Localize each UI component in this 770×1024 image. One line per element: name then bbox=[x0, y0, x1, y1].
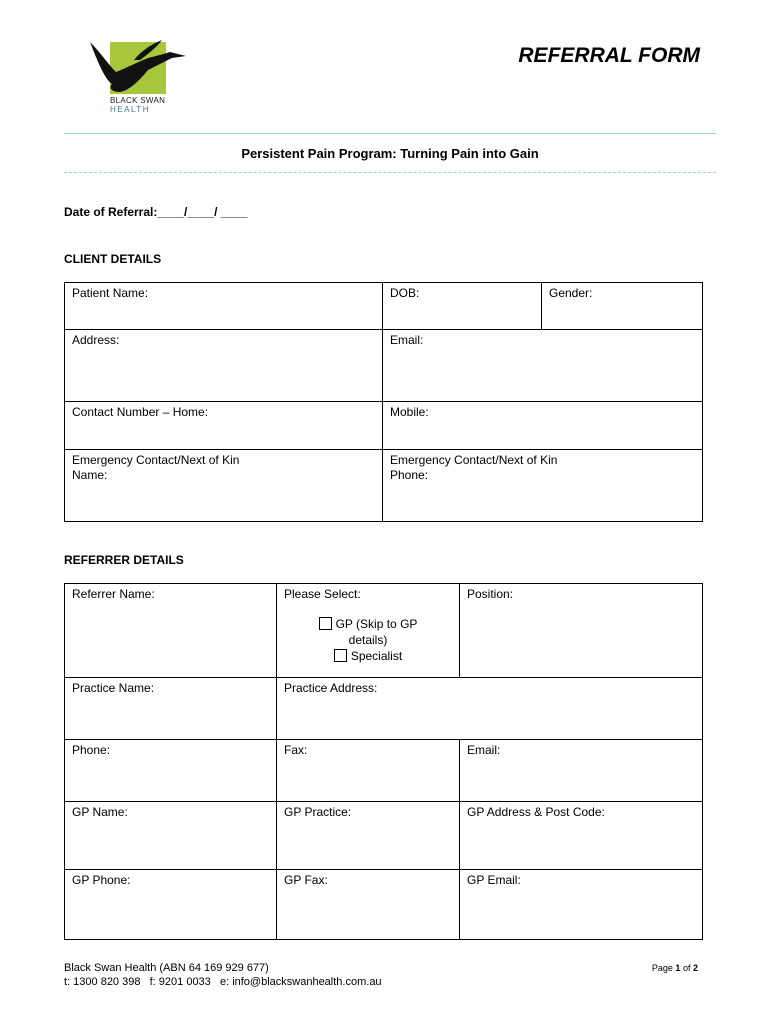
gp-name-field[interactable]: GP Name: bbox=[65, 802, 277, 870]
gp-practice-field[interactable]: GP Practice: bbox=[277, 802, 460, 870]
date-of-referral[interactable]: Date of Referral:____/____/ ____ bbox=[64, 205, 248, 219]
gender-field[interactable]: Gender: bbox=[542, 283, 703, 330]
emergency-phone-label-1: Emergency Contact/Next of Kin bbox=[390, 453, 558, 467]
dob-field[interactable]: DOB: bbox=[383, 283, 542, 330]
mobile-field[interactable]: Mobile: bbox=[383, 402, 703, 450]
program-subtitle: Persistent Pain Program: Turning Pain into Gain bbox=[241, 146, 539, 161]
please-select-label: Please Select: bbox=[284, 587, 361, 601]
referrer-details-heading: REFERRER DETAILS bbox=[64, 553, 184, 567]
referrer-email-field[interactable]: Email: bbox=[460, 740, 703, 802]
referrer-details-table bbox=[64, 583, 703, 940]
emergency-name-label-2: Name: bbox=[72, 468, 108, 482]
specialist-checkbox[interactable] bbox=[334, 649, 347, 662]
practice-address-field[interactable]: Practice Address: bbox=[277, 678, 703, 740]
client-details-table bbox=[64, 282, 703, 522]
logo-text-line2: HEALTH bbox=[110, 105, 150, 114]
patient-name-field[interactable]: Patient Name: bbox=[65, 283, 383, 330]
footer-contact-details: t: 1300 820 398 f: 9201 0033 e: info@blackswanhealth.com.au bbox=[64, 976, 382, 988]
page-number bbox=[600, 963, 698, 973]
address-field[interactable]: Address: bbox=[65, 330, 383, 402]
form-title: REFERRAL FORM bbox=[518, 44, 700, 67]
page-word: Page bbox=[651, 963, 673, 973]
page-of: of bbox=[682, 963, 691, 973]
logo-text-line1: BLACK SWAN bbox=[110, 96, 166, 105]
gp-address-field[interactable]: GP Address & Post Code: bbox=[460, 802, 703, 870]
footer-contact bbox=[64, 961, 382, 989]
subtitle-divider bbox=[64, 172, 716, 173]
page-total: 2 bbox=[692, 963, 698, 973]
emergency-contact-phone-field[interactable] bbox=[383, 450, 703, 522]
gp-fax-field[interactable]: GP Fax: bbox=[277, 870, 460, 940]
contact-home-field[interactable]: Contact Number – Home: bbox=[65, 402, 383, 450]
client-details-heading: CLIENT DETAILS bbox=[64, 252, 162, 266]
emergency-contact-name-field[interactable] bbox=[65, 450, 383, 522]
emergency-phone-label-2: Phone: bbox=[390, 468, 429, 482]
gp-email-field[interactable]: GP Email: bbox=[460, 870, 703, 940]
gp-option-label: GP (Skip to GP bbox=[335, 617, 418, 631]
specialist-option-label: Specialist bbox=[350, 649, 403, 663]
gp-checkbox[interactable] bbox=[319, 617, 332, 630]
position-field[interactable]: Position: bbox=[460, 584, 703, 678]
footer-abn: Black Swan Health (ABN 64 169 929 677) bbox=[64, 962, 269, 974]
referrer-name-field[interactable]: Referrer Name: bbox=[65, 584, 277, 678]
gp-option-label-cont: details) bbox=[348, 633, 388, 647]
swan-icon bbox=[86, 38, 196, 98]
gp-phone-field[interactable]: GP Phone: bbox=[65, 870, 277, 940]
practice-name-field[interactable]: Practice Name: bbox=[65, 678, 277, 740]
header-divider bbox=[64, 133, 716, 134]
client-email-field[interactable]: Email: bbox=[383, 330, 703, 402]
referrer-type-select bbox=[277, 584, 460, 678]
referrer-fax-field[interactable]: Fax: bbox=[277, 740, 460, 802]
black-swan-health-logo bbox=[86, 38, 196, 118]
page-current: 1 bbox=[675, 963, 681, 973]
referrer-phone-field[interactable]: Phone: bbox=[65, 740, 277, 802]
emergency-name-label-1: Emergency Contact/Next of Kin bbox=[72, 453, 240, 467]
